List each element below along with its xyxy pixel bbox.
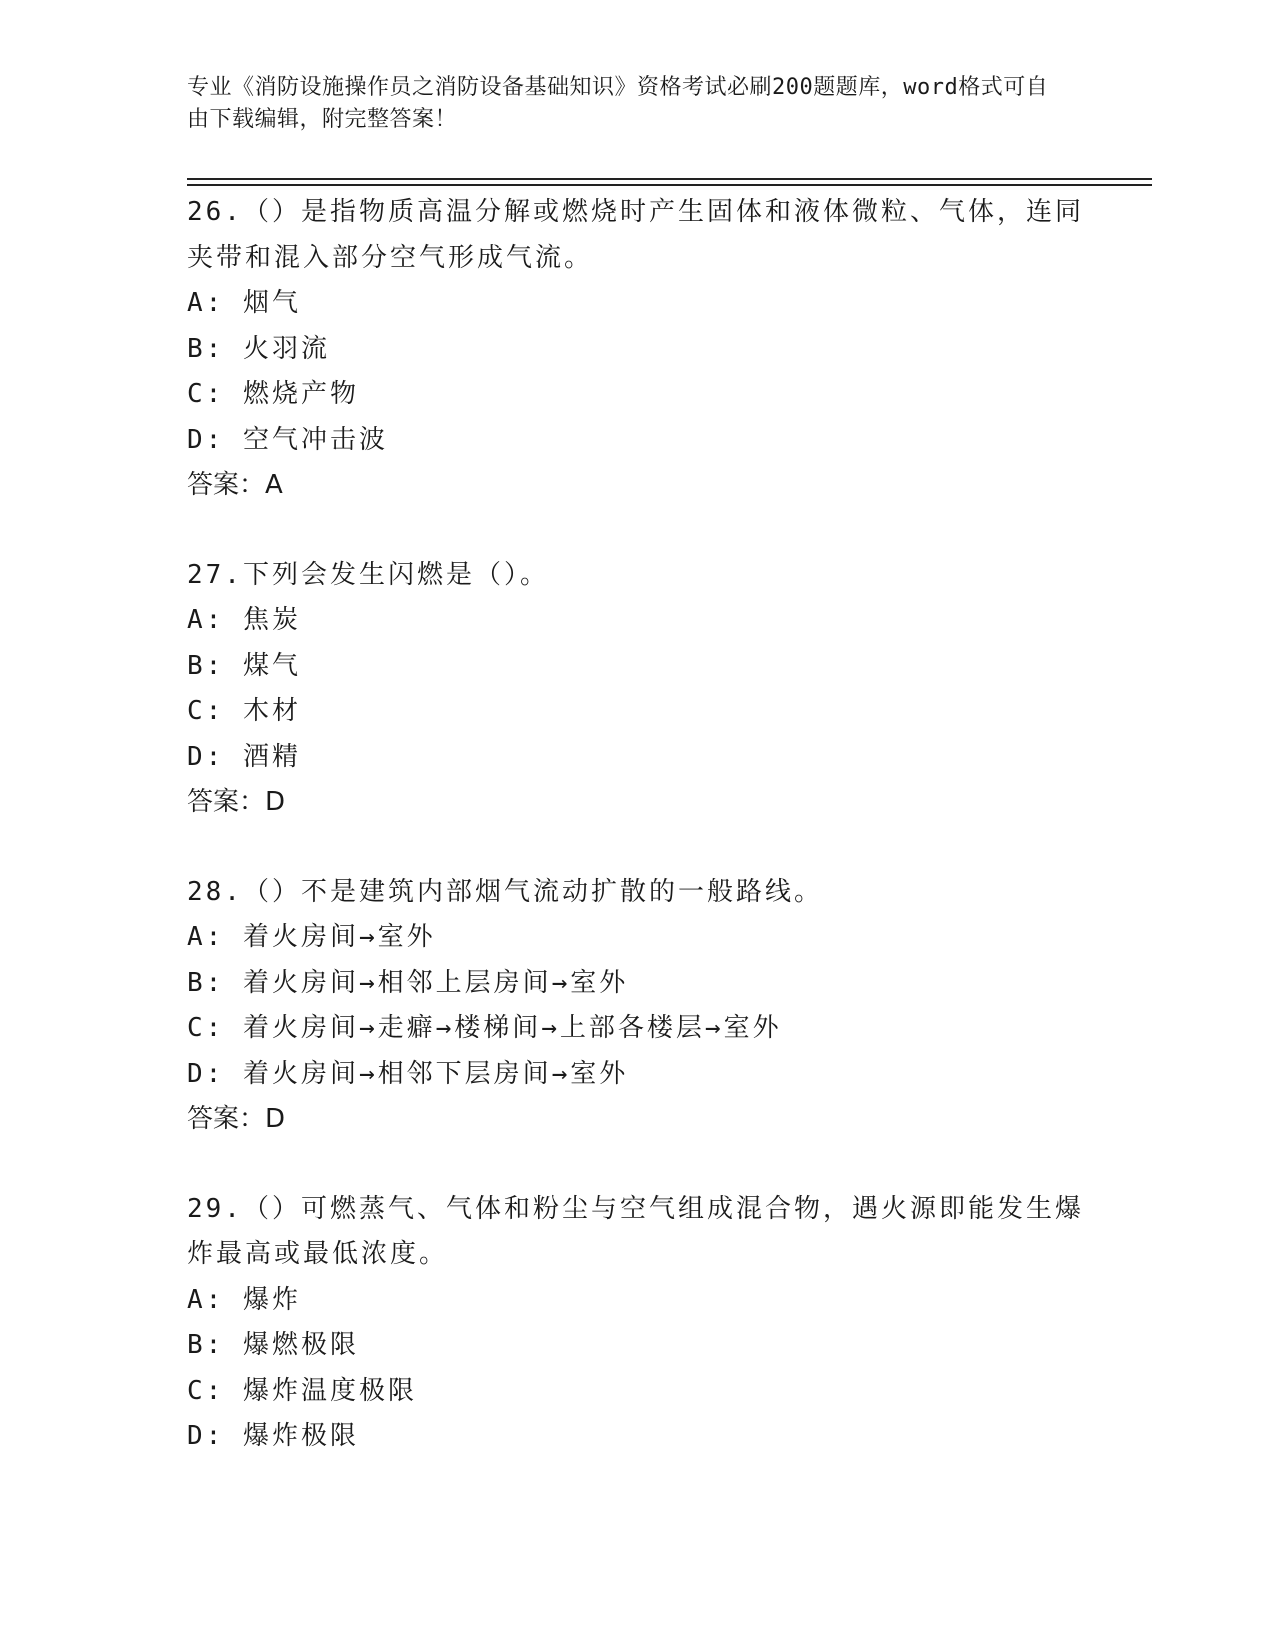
question-27: [187, 553, 1087, 826]
option-c: C: 着火房间→走癖→楼梯间→上部各楼层→室外: [187, 1013, 782, 1043]
option-b: B: 着火房间→相邻上层房间→室外: [187, 967, 629, 998]
option-a: A: 爆炸: [187, 1284, 301, 1315]
option-c: C: 木材: [187, 696, 301, 726]
document-header: 专业《消防设施操作员之消防设备基础知识》资格考试必刷200题题库，word格式可自由下载编辑，附完整答案！: [187, 75, 1049, 132]
option-a: A: 烟气: [187, 288, 301, 318]
option-c: C: 燃烧产物: [187, 379, 359, 409]
option-c: C: 爆炸温度极限: [187, 1375, 417, 1406]
header-divider-bottom: [187, 184, 1152, 186]
option-d: D: 空气冲击波: [187, 424, 388, 455]
answer-line: 答案：A: [187, 470, 283, 500]
question-26: [187, 190, 1087, 509]
option-b: B: 爆燃极限: [187, 1330, 359, 1360]
option-a: A: 焦炭: [187, 605, 301, 635]
question-stem: 26.（）是指物质高温分解或燃烧时产生固体和液体微粒、气体，连同夹带和混入部分空气形成气流。: [187, 197, 1084, 273]
header-divider-top: [187, 178, 1152, 180]
option-d: D: 着火房间→相邻下层房间→室外: [187, 1058, 629, 1089]
question-stem: 29.（）可燃蒸气、气体和粉尘与空气组成混合物，遇火源即能发生爆炸最高或最低浓度。: [187, 1193, 1084, 1269]
option-a: A: 着火房间→室外: [187, 922, 436, 952]
question-stem: 27.下列会发生闪燃是（）。: [187, 559, 549, 590]
question-stem: 28.（）不是建筑内部烟气流动扩散的一般路线。: [187, 876, 823, 907]
question-28: [187, 870, 1087, 1143]
option-d: D: 酒精: [187, 741, 301, 772]
answer-line: 答案：D: [187, 787, 286, 817]
answer-line: 答案：D: [187, 1104, 286, 1134]
question-list: [187, 190, 1087, 1504]
option-d: D: 爆炸极限: [187, 1421, 359, 1451]
option-b: B: 煤气: [187, 650, 301, 681]
question-29: [187, 1187, 1087, 1460]
option-b: B: 火羽流: [187, 333, 330, 364]
